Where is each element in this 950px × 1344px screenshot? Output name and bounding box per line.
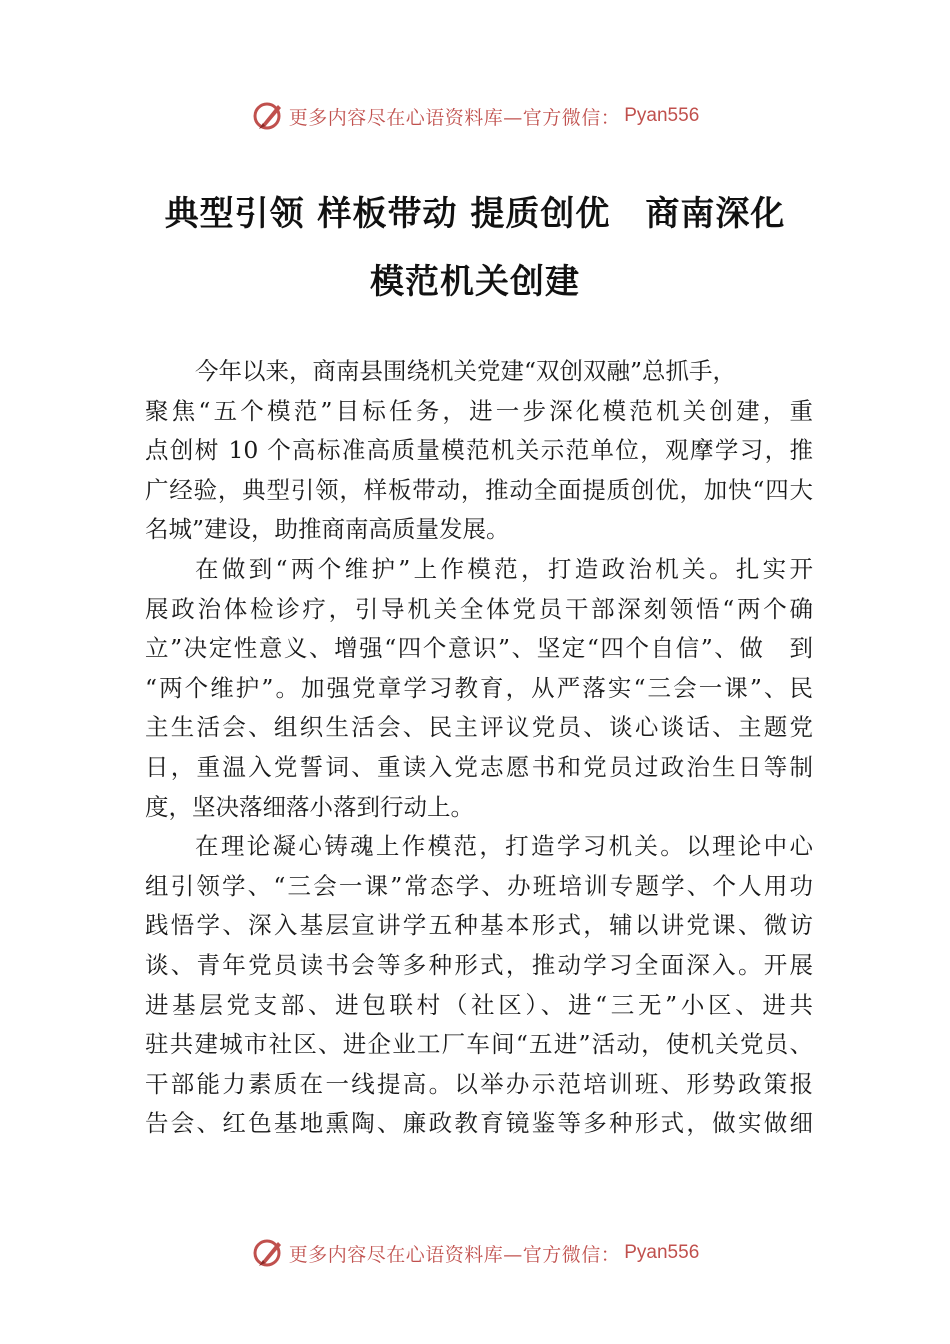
footer-wechat-id: Pyan556 [624, 1242, 700, 1263]
header-banner [0, 96, 950, 136]
paragraph-line: 广经验，典型引领，样板带动，推动全面提质创优，加快“四大 [145, 475, 813, 504]
paragraph-line: 名城”建设，助推商南高质量发展。 [145, 515, 510, 544]
paragraph-line: 践悟学、深入基层宣讲学五种基本形式，辅以讲党课、微访 [145, 911, 813, 940]
paragraph-line: 主生活会、组织生活会、民主评议党员、谈心谈话、主题党 [145, 713, 813, 742]
footer-text: 更多内容尽在心语资料库—官方微信： [288, 1243, 621, 1266]
paragraph-line: 聚焦“五个模范”目标任务，进一步深化模范机关创建，重 [145, 396, 813, 425]
paragraph-line: 谈、青年党员读书会等多种形式，推动学习全面深入。开展 [145, 950, 813, 979]
paragraph-line: 日，重温入党誓词、重读入党志愿书和党员过政治生日等制 [145, 752, 813, 781]
paragraph-line: 今年以来，商南县围绕机关党建“双创双融”总抓手， [195, 357, 737, 385]
paragraph-line: 在理论凝心铸魂上作模范，打造学习机关。以理论中心 [195, 832, 813, 861]
paragraph-line: 展政治体检诊疗，引导机关全体党员干部深刻领悟“两个确 [145, 594, 813, 623]
paragraph-line: 在做到“两个维护”上作模范，打造政治机关。扎实开 [195, 554, 813, 583]
paragraph-line: “两个维护”。加强党章学习教育，从严落实“三会一课”、民 [145, 673, 813, 702]
banner-wechat-id: Pyan556 [624, 105, 700, 126]
paragraph-line: 干部能力素质在一线提高。以举办示范培训班、形势政策报 [145, 1069, 813, 1098]
quill-logo-icon [251, 1236, 285, 1270]
paragraph-line: 点创树 10 个高标准高质量模范机关示范单位，观摩学习，推 [145, 436, 813, 465]
document-body [145, 352, 813, 1144]
paragraph-line: 进基层党支部、进包联村（社区）、进“三无”小区、进共 [145, 990, 813, 1019]
document-title-line-2: 模范机关创建 [370, 262, 580, 302]
paragraph-line: 立”决定性意义、增强“四个意识”、坚定“四个自信”、做 到 [145, 634, 813, 663]
paragraph-line: 组引领学、“三会一课”常态学、办班培训专题学、个人用功 [145, 871, 813, 900]
paragraph-line: 驻共建城市社区、进企业工厂车间“五进”活动，使机关党员、 [145, 1030, 813, 1059]
paragraph-line: 告会、红色基地熏陶、廉政教育镜鉴等多种形式，做实做细 [145, 1109, 813, 1138]
banner-text: 更多内容尽在心语资料库—官方微信： [288, 106, 621, 129]
quill-logo-icon [251, 99, 285, 133]
paragraph-line: 度，坚决落细落小落到行动上。 [145, 792, 474, 821]
document-title-line-1: 典型引领 样板带动 提质创优 商南深化 [164, 194, 786, 234]
footer-banner [0, 1233, 950, 1273]
